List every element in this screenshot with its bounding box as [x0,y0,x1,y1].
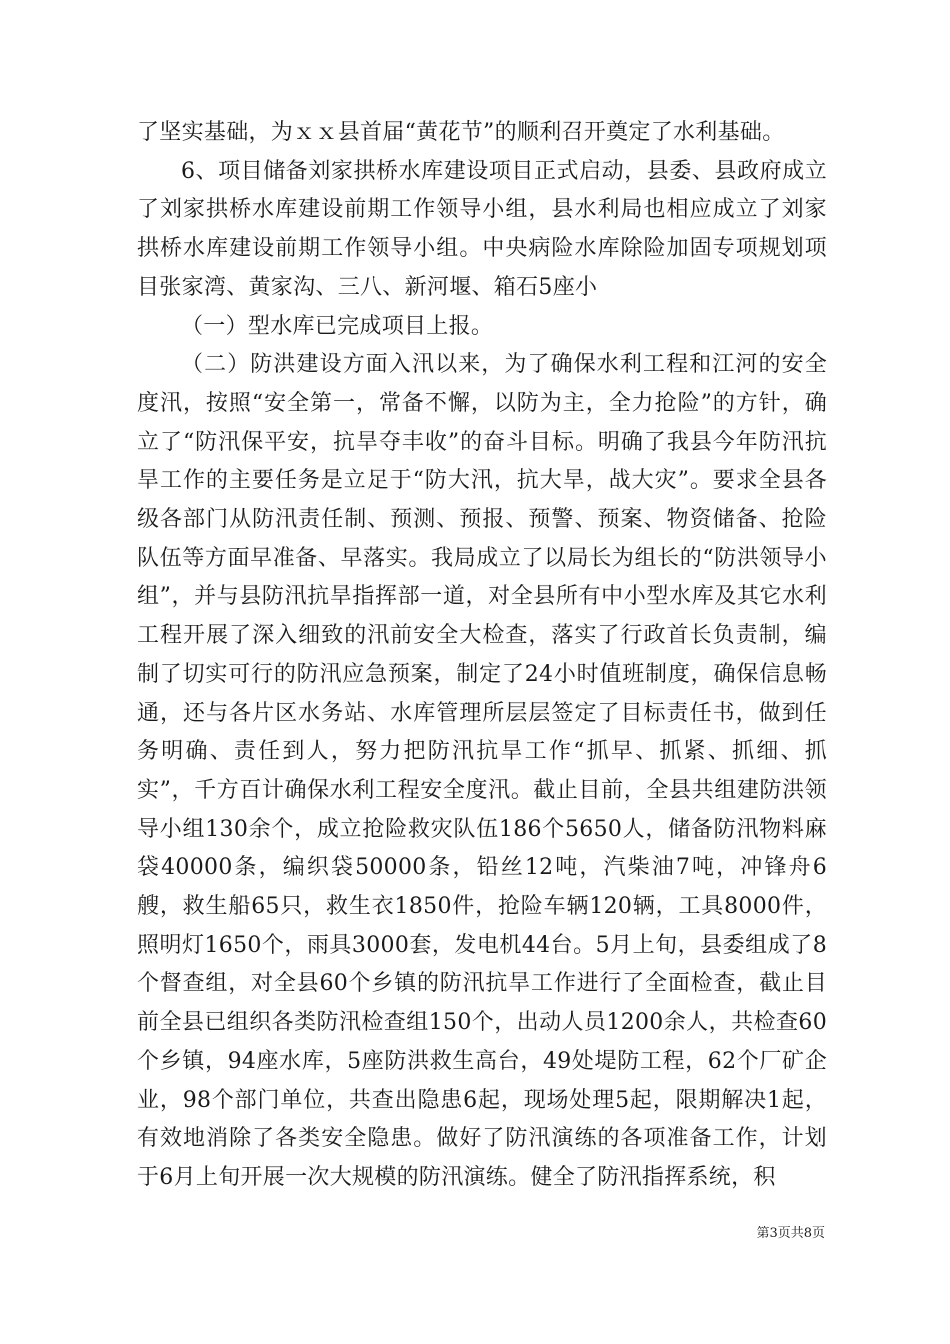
paragraph-1: 了坚实基础，为ｘｘ县首届“黄花节”的顺利召开奠定了水利基础。 [137,120,785,145]
page-number: 第3页共8页 [756,1226,825,1241]
paragraph-4: （二）防洪建设方面入汛以来，为了确保水利工程和江河的安全度汛，按照“安全第一，常备不懈，以防为主，全力抢险”的方针，确立了“防汛保平安，抗旱夺丰收”的奋斗目标。明确了我县今年防汛抗旱工作的主要任务是立足于“防大汛，抗大旱，战大灾”。要求全县各级各部门从防汛责任制、预测、预报、预警、预案、物资储备、抢险队伍等方面早准备、早落实。我局成立了以局长为组长的“防洪领导小组”，并与县防汛抗旱指挥部一道，对全县所有中小型水库及其它水利工程开展了深入细致的汛前安全大检查，落实了行政首长负责制，编制了切实可行的防汛应急预案，制定了24小时值班制度，确保信息畅通，还与各片区水务站、水库管理所层层签定了目标责任书，做到任务明确、责任到人，努力把防汛抗旱工作“抓早、抓紧、抓细、抓实”，千方百计确保水利工程安全度汛。截止目前，全县共组建防洪领导小组130余个，成立抢险救灾队伍186个5650人，储备防汛物料麻袋40000条，编织袋50000条，铅丝12吨，汽柴油7吨，冲锋舟6艘，救生船65只，救生衣1850件，抢险车辆120辆，工具8000件，照明灯1650个，雨具3000套，发电机44台。5月上旬，县委组成了8个督查组，对全县60个乡镇的防汛抗旱工作进行了全面检查，截止目前全县已组织各类防汛检查组150个，出动人员1200余人，共检查60个乡镇，94座水库，5座防洪救生高台，49处堤防工程，62个厂矿企业，98个部门单位，共查出隐患6起，现场处理5起，限期解决1起，有效地消除了各类安全隐患。做好了防汛演练的各项准备工作，计划于6月上旬开展一次大规模的防汛演练。健全了防汛指挥系统，积 [137,352,827,1190]
paragraph-2: 6、项目储备刘家拱桥水库建设项目正式启动，县委、县政府成立了刘家拱桥水库建设前期工作领导小组，县水利局也相应成立了刘家拱桥水库建设前期工作领导小组。中央病险水库除险加固专项规划项目张家湾、黄家沟、三八、新河堰、箱石5座小 [137,158,827,300]
document-body [137,114,827,1198]
paragraph-3: （一）型水库已完成项目上报。 [181,313,494,339]
